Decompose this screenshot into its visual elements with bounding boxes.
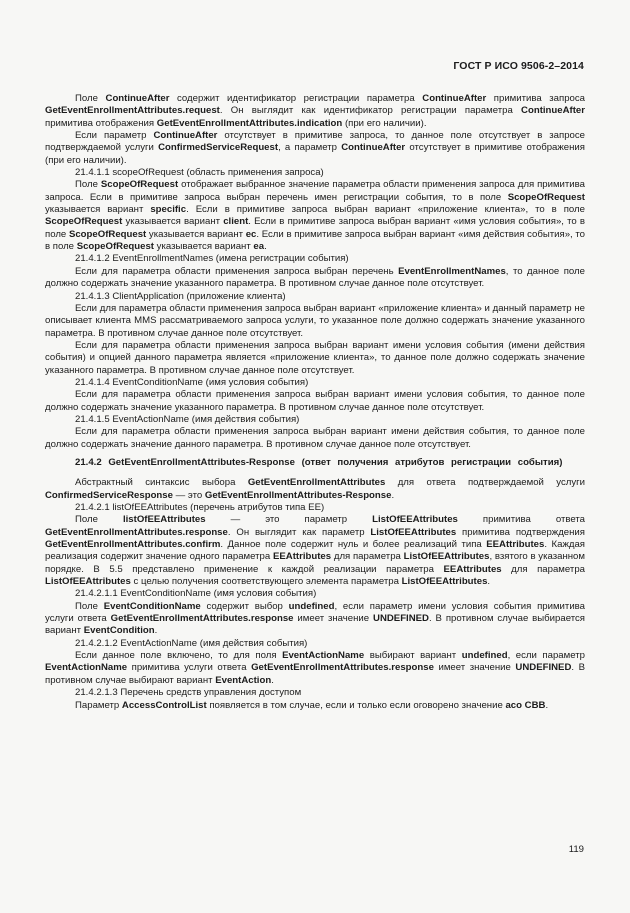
page-number: 119: [568, 844, 584, 855]
paragraph: Если для параметра области применения запроса выбран вариант имени условия события (имени действия события) и опцией данного параметра является «приложение клиента», то данное поле должно содержать значение указанного параметра. В противном случае данное поле отсутствует.: [45, 339, 585, 376]
paragraph: 21.4.2.1.1 EventConditionName (имя условия события): [75, 588, 317, 600]
paragraph: Поле listOfEEAttributes — это параметр ListOfEEAttributes примитива ответа GetEventEnrollmentAttributes.response. Он выглядит как параметр ListOfEEAttributes примитива подтверждения GetEventEnrollmentAttributes.confirm. Данное поле содержит нуль и более реализаций типа EEAttributes. Каждая реализация содержит значение одного параметра EEAttributes для параметра ListOfEEAttributes, взятого в указанном порядке. В 5.5 представлено применение к каждой реализации параметра EEAttributes для параметра ListOfEEAttributes с целью получения соответствующего элемента параметра ListOfEEAttributes.: [45, 514, 585, 588]
paragraph: 21.4.1.1 scopeOfRequest (область применения запроса): [75, 167, 324, 179]
paragraph: 21.4.2.1 listOfEEAttributes (перечень атрибутов типа EE): [75, 502, 325, 513]
paragraph: Если для параметра области применения запроса выбран вариант «приложение клиента» и данный параметр не описывает клиента MMS рассматриваемого запроса услуги, то указанное поле должно содержать значение указанного параметра. В противном случае данное поле отсутствует.: [45, 302, 585, 339]
paragraph: 21.4.1.2 EventEnrollmentNames (имена регистрации события): [75, 253, 349, 265]
paragraph: Если параметр ContinueAfter отсутствует в примитиве запроса, то данное поле отсутствует в запросе подтверждаемой услуги ConfirmedServiceRequest, а параметр ContinueAfter отсутствует в примитиве отображения (при его наличии).: [45, 130, 586, 166]
paragraph: Поле EventConditionName содержит выбор undefined, если параметр имени условия события примитива услуги ответа GetEventEnrollmentAttributes.response имеет значение UNDEFINED. В противном случае выбирается вариант EventCondition.: [45, 600, 585, 637]
body-text-part-2: [45, 477, 585, 712]
paragraph: Если данное поле включено, то для поля EventActionName выбирают вариант undefined, если параметр EventActionName примитива услуги ответа GetEventEnrollmentAttributes.response имеет значение UNDEFINED. В противном случае выбирают вариант EventAction.: [45, 650, 585, 686]
paragraph: 21.4.1.4 EventConditionName (имя условия события): [75, 376, 309, 388]
body-text-part-1: [45, 93, 585, 451]
page-header: ГОСТ Р ИСО 9506-2–2014: [453, 60, 584, 72]
paragraph: Поле ContinueAfter содержит идентификатор регистрации параметра ContinueAfter примитива запроса GetEventEnrollmentAttributes.request. Он выглядит как идентификатор регистрации параметра ContinueAfter примитива отображения GetEventEnrollmentAttributes.indication (при его наличии).: [45, 93, 585, 129]
document-body: [45, 93, 585, 712]
paragraph: Абстрактный синтаксис выбора GetEventEnrollmentAttributes для ответа подтверждаемой услуги ConfirmedServiceResponse — это GetEventEnrollmentAttributes-Response.: [45, 477, 585, 501]
paragraph: Если для параметра области применения запроса выбран перечень EventEnrollmentNames, то данное поле должно содержать значение указанного параметра. В противном случае данное поле отсутствует.: [45, 265, 585, 290]
paragraph: 21.4.2.1.3 Перечень средств управления доступом: [75, 687, 302, 699]
section-heading: 21.4.2 GetEventEnrollmentAttributes-Response (ответ получения атрибутов регистрации события): [75, 456, 563, 468]
paragraph: Если для параметра области применения запроса выбран вариант имени условия события, то данное поле должно содержать значение указанного параметра. В противном случае данное поле отсутствует.: [45, 389, 585, 413]
paragraph: Если для параметра области применения запроса выбран вариант имени действия события, то данное поле должно содержать значение данного параметра. В противном случае данное поле отсутствует.: [45, 426, 585, 450]
paragraph: 21.4.1.3 ClientApplication (приложение клиента): [75, 290, 286, 302]
paragraph: 21.4.1.5 EventActionName (имя действия события): [75, 413, 300, 425]
paragraph: Параметр AccessControlList появляется в том случае, если и только если оговорено значение aco CBB.: [75, 699, 549, 711]
paragraph: Поле ScopeOfRequest отображает выбранное значение параметра области применения запроса для примитива запроса. Если в примитиве запроса выбран перечень имен регистрации события, то в поле ScopeOfRequest указывается вариант specific. Если в примитиве запроса выбран вариант «приложение клиента», то в поле ScopeOfRequest указывается вариант client. Если в примитиве запроса выбран вариант «имя условия события», то в поле ScopeOfRequest указывается вариант ec. Если в примитиве запроса выбран вариант «имя действия события», то в поле ScopeOfRequest указывается вариант ea.: [45, 179, 585, 253]
paragraph: 21.4.2.1.2 EventActionName (имя действия события): [75, 637, 308, 649]
